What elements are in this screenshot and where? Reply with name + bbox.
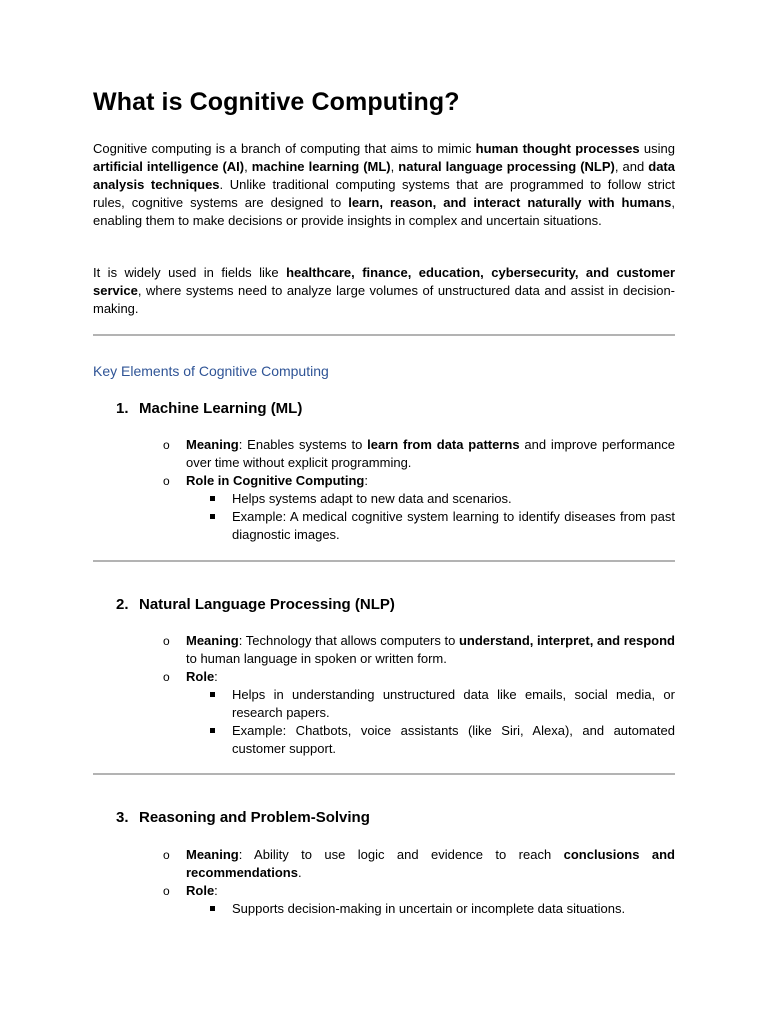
square-bullet-icon bbox=[210, 728, 215, 733]
circle-bullet-icon: o bbox=[163, 848, 170, 862]
square-bullet-icon bbox=[210, 906, 215, 911]
intro-paragraph-1: Cognitive computing is a branch of computing that aims to mimic human thought processes using artificial intelligence (AI), machine learning (ML), natural language processing (NLP), and data analysis techniques. Unlike traditional computing systems that are programmed to follow strict rules, cognitive systems are designed to learn, reason, and interact naturally with humans, enabling them to make decisions or provide insights in complex and uncertain situations. bbox=[93, 141, 675, 228]
nlp-role-point: Example: Chatbots, voice assistants (like Siri, Alexa), and automated customer support. bbox=[232, 722, 675, 758]
section-title-ml: 1. Machine Learning (ML) bbox=[116, 400, 303, 417]
intro-paragraph-2: It is widely used in fields like healthcare, finance, education, cybersecurity, and customer service, where systems need to analyze large volumes of unstructured data and assist in decision-making. bbox=[93, 265, 675, 316]
divider bbox=[93, 334, 675, 336]
reasoning-role: o Role: bbox=[163, 883, 218, 898]
section-title-nlp: 2. Natural Language Processing (NLP) bbox=[116, 596, 395, 613]
ml-role: o Role in Cognitive Computing: bbox=[163, 473, 369, 488]
circle-bullet-icon: o bbox=[163, 474, 170, 488]
circle-bullet-icon: o bbox=[163, 670, 170, 684]
reasoning-role-point: Supports decision-making in uncertain or incomplete data situations. bbox=[232, 900, 675, 918]
divider bbox=[93, 560, 675, 562]
circle-bullet-icon: o bbox=[163, 634, 170, 648]
circle-bullet-icon: o bbox=[163, 884, 170, 898]
ml-role-point: Example: A medical cognitive system learning to identify diseases from past diagnostic images. bbox=[232, 508, 675, 544]
square-bullet-icon bbox=[210, 496, 215, 501]
circle-bullet-icon: o bbox=[163, 438, 170, 452]
nlp-meaning: o Meaning: Technology that allows computers to understand, interpret, and respond to human language in spoken or written form. bbox=[163, 633, 675, 666]
nlp-role-point: Helps in understanding unstructured data like emails, social media, or research papers. bbox=[232, 686, 675, 722]
square-bullet-icon bbox=[210, 514, 215, 519]
square-bullet-icon bbox=[210, 692, 215, 697]
nlp-role: o Role: bbox=[163, 669, 218, 684]
section-title-reasoning: 3. Reasoning and Problem-Solving bbox=[116, 809, 370, 826]
ml-meaning: o Meaning: Enables systems to learn from data patterns and improve performance over time without explicit programming. bbox=[163, 437, 675, 470]
divider bbox=[93, 773, 675, 775]
key-elements-heading: Key Elements of Cognitive Computing bbox=[93, 363, 329, 379]
page-title: What is Cognitive Computing? bbox=[93, 88, 460, 116]
ml-role-point: Helps systems adapt to new data and scenarios. bbox=[232, 490, 675, 508]
reasoning-meaning: o Meaning: Ability to use logic and evidence to reach conclusions and recommendations. bbox=[163, 847, 675, 880]
